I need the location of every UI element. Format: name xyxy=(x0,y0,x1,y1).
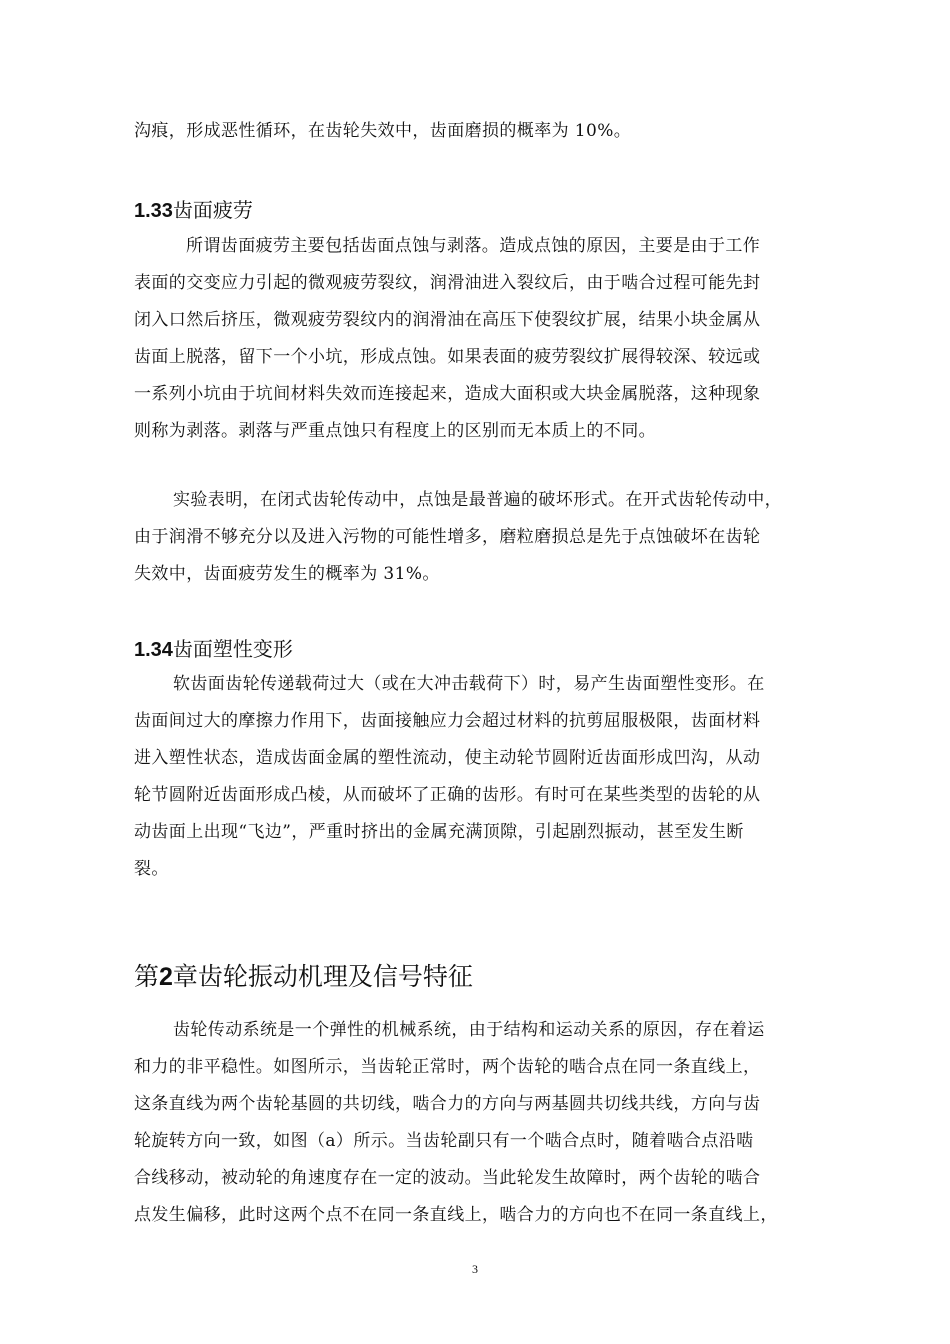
paragraph-line: 所谓齿面疲劳主要包括齿面点蚀与剥落。造成点蚀的原因，主要是由于工作 xyxy=(186,236,761,256)
page-number: 3 xyxy=(472,1262,478,1276)
paragraph-line: 动齿面上出现“飞边”，严重时挤出的金属充满顶隙，引起剧烈振动，甚至发生断 xyxy=(134,822,744,842)
paragraph-line: 实验表明，在闭式齿轮传动中，点蚀是最普遍的破坏形式。在开式齿轮传动中， xyxy=(173,490,782,510)
paragraph-line: 和力的非平稳性。如图所示，当齿轮正常时，两个齿轮的啮合点在同一条直线上， xyxy=(134,1057,761,1077)
paragraph-line: 裂。 xyxy=(134,859,169,879)
paragraph-line: 由于润滑不够充分以及进入污物的可能性增多，磨粒磨损总是先于点蚀破坏在齿轮 xyxy=(134,527,761,547)
section-heading-1-33 xyxy=(134,198,253,223)
paragraph-line: 合线移动，被动轮的角速度存在一定的波动。当此轮发生故障时，两个齿轮的啮合 xyxy=(134,1168,761,1188)
section-number: 1.33 xyxy=(134,200,173,222)
paragraph-line: 轮旋转方向一致，如图（a）所示。当齿轮副只有一个啮合点时，随着啮合点沿啮 xyxy=(134,1131,754,1151)
paragraph-line: 齿面上脱落，留下一个小坑，形成点蚀。如果表面的疲劳裂纹扩展得较深、较远或 xyxy=(134,347,761,367)
paragraph-line: 齿面间过大的摩擦力作用下，齿面接触应力会超过材料的抗剪屈服极限，齿面材料 xyxy=(134,711,761,731)
section-heading-1-34 xyxy=(134,637,293,662)
chapter-number: 2 xyxy=(159,963,173,991)
paragraph-line: 这条直线为两个齿轮基圆的共切线，啮合力的方向与两基圆共切线共线，方向与齿 xyxy=(134,1094,761,1114)
chapter-title: 章齿轮振动机理及信号特征 xyxy=(172,962,473,991)
section-title: 齿面塑性变形 xyxy=(172,637,293,661)
paragraph-line: 闭入口然后挤压，微观疲劳裂纹内的润滑油在高压下使裂纹扩展，结果小块金属从 xyxy=(134,310,761,330)
paragraph-line: 齿轮传动系统是一个弹性的机械系统，由于结构和运动关系的原因，存在着运 xyxy=(173,1020,765,1040)
paragraph-line: 沟痕，形成恶性循环，在齿轮失效中，齿面磨损的概率为 10%。 xyxy=(134,121,632,141)
paragraph-line: 表面的交变应力引起的微观疲劳裂纹，润滑油进入裂纹后，由于啮合过程可能先封 xyxy=(134,273,761,293)
paragraph-line: 失效中，齿面疲劳发生的概率为 31%。 xyxy=(134,564,440,584)
paragraph-line: 点发生偏移，此时这两个点不在同一条直线上，啮合力的方向也不在同一条直线上， xyxy=(134,1205,778,1225)
paragraph-line: 软齿面齿轮传递载荷过大（或在大冲击载荷下）时，易产生齿面塑性变形。在 xyxy=(173,674,765,694)
chapter-heading-2 xyxy=(134,962,473,992)
section-title: 齿面疲劳 xyxy=(172,198,253,222)
chapter-prefix: 第 xyxy=(134,962,160,991)
paragraph-line: 一系列小坑由于坑间材料失效而连接起来，造成大面积或大块金属脱落，这种现象 xyxy=(134,384,761,404)
paragraph-line: 轮节圆附近齿面形成凸棱，从而破坏了正确的齿形。有时可在某些类型的齿轮的从 xyxy=(134,785,761,805)
paragraph-line: 进入塑性状态，造成齿面金属的塑性流动，使主动轮节圆附近齿面形成凹沟，从动 xyxy=(134,748,761,768)
paragraph-line: 则称为剥落。剥落与严重点蚀只有程度上的区别而无本质上的不同。 xyxy=(134,421,656,441)
section-number: 1.34 xyxy=(134,639,173,661)
